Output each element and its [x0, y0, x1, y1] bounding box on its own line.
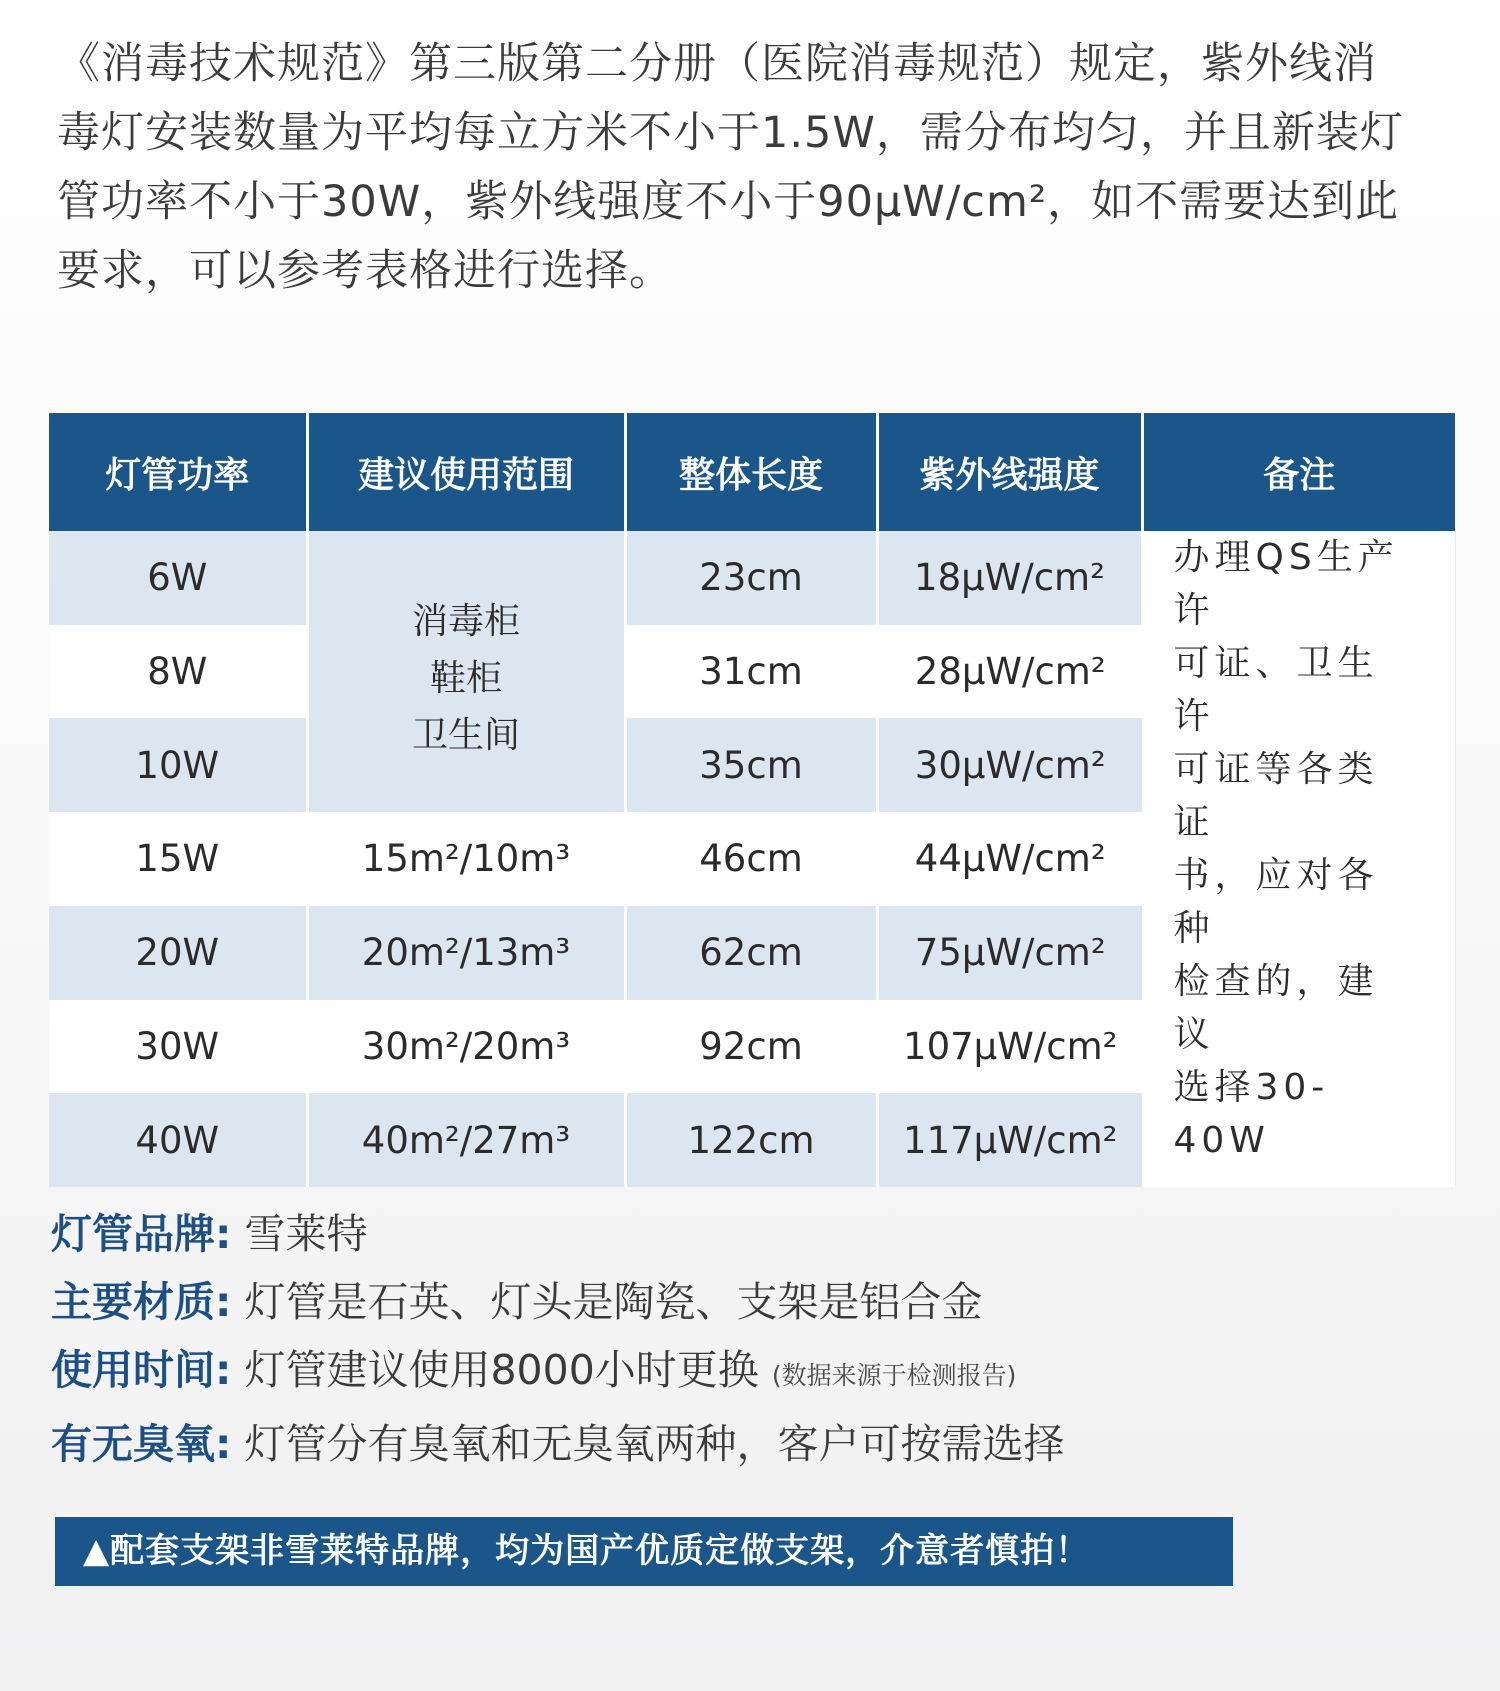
cell-power: 10W: [49, 718, 307, 812]
notice-banner: [55, 1517, 1233, 1586]
table-header-row: [49, 413, 1455, 531]
cell-intensity: 28μW/cm²: [877, 625, 1142, 719]
note-line: 选择30-40W: [1173, 1067, 1330, 1161]
cell-intensity: 18μW/cm²: [877, 531, 1142, 625]
cell-length: 92cm: [625, 1000, 877, 1094]
cell-intensity: 117μW/cm²: [877, 1093, 1142, 1187]
product-info-list: [51, 1200, 1351, 1478]
cell-power: 8W: [49, 625, 307, 719]
info-row-brand: [51, 1200, 1351, 1268]
cell-power: 6W: [49, 531, 307, 625]
range-item: 鞋柜: [429, 658, 502, 700]
cell-range: 15m²/10m³: [307, 812, 625, 906]
cell-intensity: 30μW/cm²: [877, 718, 1142, 812]
header-note: 备注: [1142, 413, 1455, 531]
cell-intensity: 107μW/cm²: [877, 1000, 1142, 1094]
cell-power: 40W: [49, 1093, 307, 1187]
info-row-ozone: [51, 1410, 1351, 1478]
cell-range: 30m²/20m³: [307, 1000, 625, 1094]
info-value: 灯管是石英、灯头是陶瓷、支架是铝合金: [244, 1278, 983, 1326]
note-line: 可证、卫生许: [1173, 643, 1379, 737]
cell-intensity: 75μW/cm²: [877, 906, 1142, 1000]
cell-range: 20m²/13m³: [307, 906, 625, 1000]
cell-note-merged: [1142, 531, 1455, 1187]
range-item: 卫生间: [411, 715, 520, 757]
intro-paragraph: [57, 30, 1447, 306]
table-row: [49, 531, 1455, 625]
info-source-note: (数据来源于检测报告): [771, 1361, 1017, 1390]
cell-length: 31cm: [625, 625, 877, 719]
cell-power: 30W: [49, 1000, 307, 1094]
cell-range: 40m²/27m³: [307, 1093, 625, 1187]
intro-line: 要求，可以参考表格进行选择。: [57, 246, 673, 296]
header-intensity: 紫外线强度: [877, 413, 1142, 531]
info-value: 灯管分有臭氧和无臭氧两种，客户可按需选择: [244, 1420, 1065, 1468]
range-item: 消毒柜: [411, 601, 520, 643]
uv-lamp-spec-table: [49, 413, 1456, 1187]
info-key: 有无臭氧:: [51, 1420, 232, 1468]
header-power: 灯管功率: [49, 413, 307, 531]
cell-length: 122cm: [625, 1093, 877, 1187]
warning-triangle-icon: ▲: [83, 1531, 111, 1571]
info-row-usage: [51, 1336, 1351, 1410]
info-key: 使用时间:: [51, 1346, 232, 1394]
cell-power: 15W: [49, 812, 307, 906]
note-line: 可证等各类证: [1173, 749, 1379, 843]
header-length: 整体长度: [625, 413, 877, 531]
note-line: 办理QS生产许: [1173, 537, 1399, 631]
cell-length: 62cm: [625, 906, 877, 1000]
intro-line: 毒灯安装数量为平均每立方米不小于1.5W，需分布均匀，并且新装灯: [57, 108, 1404, 158]
note-line: 检查的，建议: [1173, 961, 1379, 1055]
info-value: 灯管建议使用8000小时更换: [244, 1346, 759, 1394]
notice-text: 配套支架非雪莱特品牌，均为国产优质定做支架，介意者慎拍！: [110, 1531, 1091, 1571]
cell-length: 46cm: [625, 812, 877, 906]
info-key: 灯管品牌:: [51, 1210, 232, 1258]
info-value: 雪莱特: [244, 1210, 368, 1258]
info-row-material: [51, 1268, 1351, 1336]
info-key: 主要材质:: [51, 1278, 232, 1326]
cell-intensity: 44μW/cm²: [877, 812, 1142, 906]
intro-line: 管功率不小于30W，紫外线强度不小于90μW/cm²，如不需要达到此: [57, 177, 1400, 227]
cell-range-merged: [307, 531, 625, 812]
intro-line: 《消毒技术规范》第三版第二分册（医院消毒规范）规定，紫外线消: [57, 39, 1377, 89]
note-line: 书，应对各种: [1173, 855, 1379, 949]
cell-length: 35cm: [625, 718, 877, 812]
cell-length: 23cm: [625, 531, 877, 625]
header-range: 建议使用范围: [307, 413, 625, 531]
cell-power: 20W: [49, 906, 307, 1000]
